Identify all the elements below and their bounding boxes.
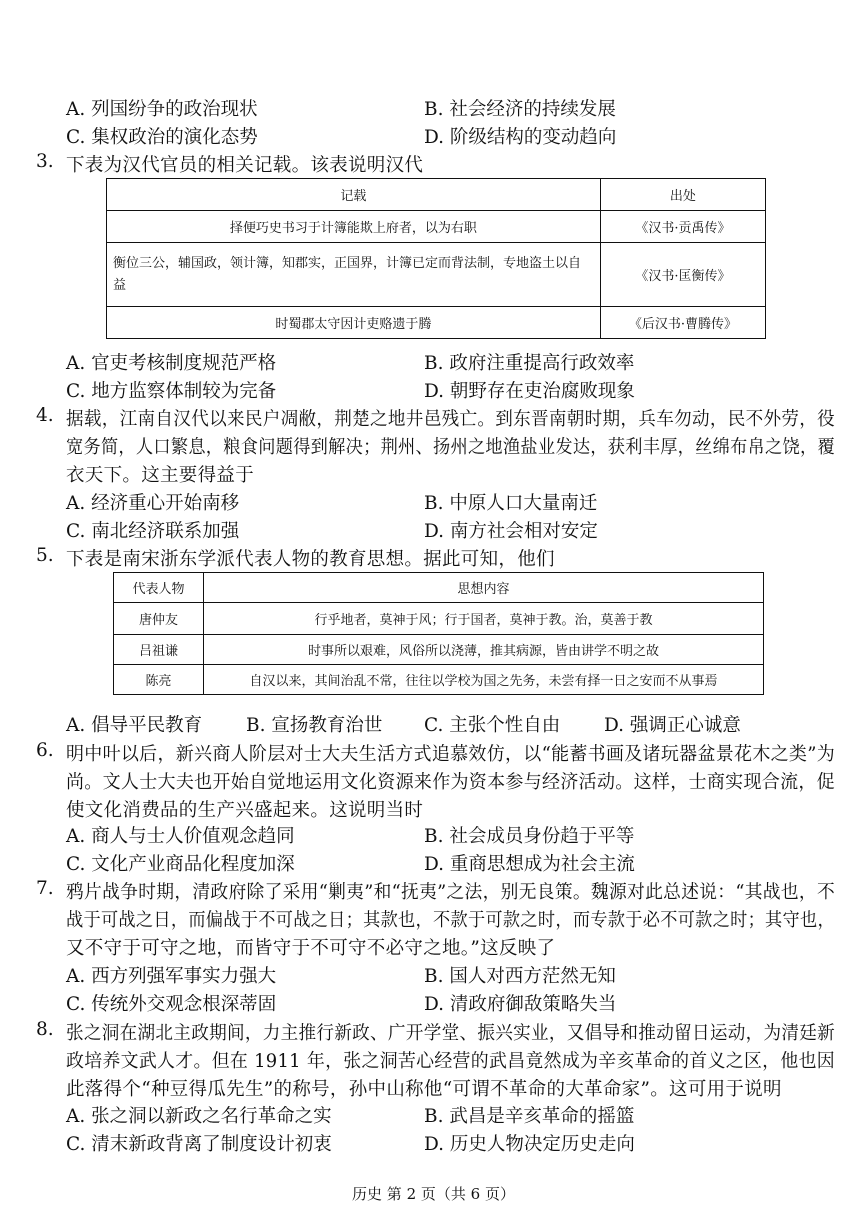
- q6-number: 6.: [36, 740, 54, 761]
- q5-header-thought: 思想内容: [204, 573, 764, 603]
- q6-option-b[interactable]: B. 社会成员身份趋于平等: [424, 826, 635, 847]
- q5-row3-person: 陈亮: [114, 665, 204, 695]
- q8-option-d[interactable]: D. 历史人物决定历史走向: [424, 1134, 635, 1155]
- q4-option-a[interactable]: A. 经济重心开始南移: [66, 493, 240, 514]
- q4-option-c[interactable]: C. 南北经济联系加强: [66, 521, 240, 542]
- page-footer: 历史 第 2 页（共 6 页）: [352, 1185, 515, 1203]
- q6-option-c[interactable]: C. 文化产业商品化程度加深: [66, 854, 295, 875]
- q8-option-c[interactable]: C. 清末新政背离了制度设计初衷: [66, 1134, 332, 1155]
- q5-table: [113, 572, 764, 695]
- q3-option-b[interactable]: B. 政府注重提高行政效率: [424, 353, 635, 374]
- q7-option-d[interactable]: D. 清政府御敌策略失当: [424, 994, 617, 1015]
- q6-line-2: 尚。文人士大夫也开始自觉地运用文化资源来作为资本参与经济活动。这样，士商实现合流，促: [66, 772, 836, 793]
- q7-line-3: 又不守于可守之地，而皆守于不可守不必守之地。”这反映了: [66, 938, 556, 959]
- q6-option-a[interactable]: A. 商人与士人价值观念趋同: [66, 826, 295, 847]
- q4-line-1: 据载，江南自汉代以来民户凋敝，荆楚之地井邑残亡。到东晋南朝时期，兵车勿动，民不外劳，役: [66, 409, 836, 430]
- q5-option-a[interactable]: A. 倡导平民教育: [66, 715, 203, 736]
- q5-row2-thought: 时事所以艰难，风俗所以浇薄，推其病源，皆由讲学不明之故: [204, 635, 764, 665]
- q5-row2-person: 吕祖谦: [114, 635, 204, 665]
- q5-row3-thought: 自汉以来，其间治乱不常，往往以学校为国之先务，未尝有择一日之安而不从事焉: [204, 665, 764, 695]
- q5-row1-thought: 行乎地者，莫神于风；行于国者，莫神于教。治，莫善于教: [204, 603, 764, 635]
- q3-option-c[interactable]: C. 地方监察体制较为完备: [66, 381, 277, 402]
- q6-line-3: 使文化消费品的生产兴盛起来。这说明当时: [66, 800, 424, 821]
- q7-option-b[interactable]: B. 国人对西方茫然无知: [424, 966, 616, 987]
- q8-line-3: 此落得个“种豆得瓜先生”的称号，孙中山称他“可谓不革命的大革命家”。这可用于说明: [66, 1079, 782, 1100]
- q5-stem: 下表是南宋浙东学派代表人物的教育思想。据此可知，他们: [66, 549, 555, 570]
- q3-header-record: 记载: [107, 179, 601, 211]
- q8-option-a[interactable]: A. 张之洞以新政之名行革命之实: [66, 1106, 332, 1127]
- q4-option-d[interactable]: D. 南方社会相对安定: [424, 521, 598, 542]
- prev-option-b[interactable]: B. 社会经济的持续发展: [424, 99, 616, 120]
- q7-number: 7.: [36, 878, 54, 899]
- q8-line-2: 政培养文武人才。但在 1911 年，张之洞苦心经营的武昌竟然成为辛亥革命的首义之区，他也因: [66, 1051, 836, 1072]
- prev-option-d[interactable]: D. 阶级结构的变动趋向: [424, 127, 617, 148]
- q5-row1-person: 唐仲友: [114, 603, 204, 635]
- prev-option-c[interactable]: C. 集权政治的演化态势: [66, 127, 258, 148]
- q3-option-a[interactable]: A. 官吏考核制度规范严格: [66, 353, 277, 374]
- q4-line-3: 衣天下。这主要得益于: [66, 465, 255, 486]
- q3-row2-source: 《汉书·匡衡传》: [600, 243, 765, 307]
- q3-row1-source: 《汉书·贡禹传》: [600, 211, 765, 243]
- q3-table: [106, 178, 766, 339]
- q3-number: 3.: [36, 151, 54, 172]
- q4-line-2: 宽务简，人口繁息，粮食问题得到解决；荆州、扬州之地渔盐业发达，获利丰厚，丝绵布帛之饶，覆: [66, 437, 835, 458]
- q8-line-1: 张之洞在湖北主政期间，力主推行新政、广开学堂、振兴实业，又倡导和推动留日运动，为清廷新: [66, 1023, 836, 1044]
- q3-row3-record: 时蜀郡太守因计吏赂遗于腾: [107, 307, 601, 339]
- prev-option-a[interactable]: A. 列国纷争的政治现状: [66, 99, 258, 120]
- q3-row2-record: 衡位三公，辅国政，领计簿，知郡实，正国界，计簿已定而背法制，专地盗土以自益: [107, 243, 601, 307]
- q5-header-person: 代表人物: [114, 573, 204, 603]
- q4-option-b[interactable]: B. 中原人口大量南迁: [424, 493, 598, 514]
- q4-number: 4.: [36, 405, 54, 426]
- q5-option-d[interactable]: D. 强调正心诚意: [604, 715, 741, 736]
- q5-option-c[interactable]: C. 主张个性自由: [424, 715, 561, 736]
- q3-stem: 下表为汉代官员的相关记载。该表说明汉代: [66, 155, 424, 176]
- q7-line-2: 战于可战之日，而偏战于不可战之日；其款也，不款于可款之时，而专款于必不可款之时；其守也，: [66, 910, 835, 931]
- q8-option-b[interactable]: B. 武昌是辛亥革命的摇篮: [424, 1106, 635, 1127]
- q3-option-d[interactable]: D. 朝野存在吏治腐败现象: [424, 381, 635, 402]
- q5-number: 5.: [36, 545, 54, 566]
- q6-option-d[interactable]: D. 重商思想成为社会主流: [424, 854, 635, 875]
- q7-option-c[interactable]: C. 传统外交观念根深蒂固: [66, 994, 277, 1015]
- q3-row1-record: 择便巧史书习于计簿能欺上府者，以为右职: [107, 211, 601, 243]
- q3-row3-source: 《后汉书·曹腾传》: [600, 307, 765, 339]
- q6-line-1: 明中叶以后，新兴商人阶层对士大夫生活方式追慕效仿，以“能蓄书画及诸玩器盆景花木之类”为: [66, 744, 835, 765]
- q3-header-source: 出处: [600, 179, 765, 211]
- q8-number: 8.: [36, 1019, 54, 1040]
- q7-line-1: 鸦片战争时期，清政府除了采用“剿夷”和“抚夷”之法，别无良策。魏源对此总述说：“其战也，不: [66, 882, 836, 903]
- q7-option-a[interactable]: A. 西方列强军事实力强大: [66, 966, 277, 987]
- q5-option-b[interactable]: B. 宣扬教育治世: [246, 715, 383, 736]
